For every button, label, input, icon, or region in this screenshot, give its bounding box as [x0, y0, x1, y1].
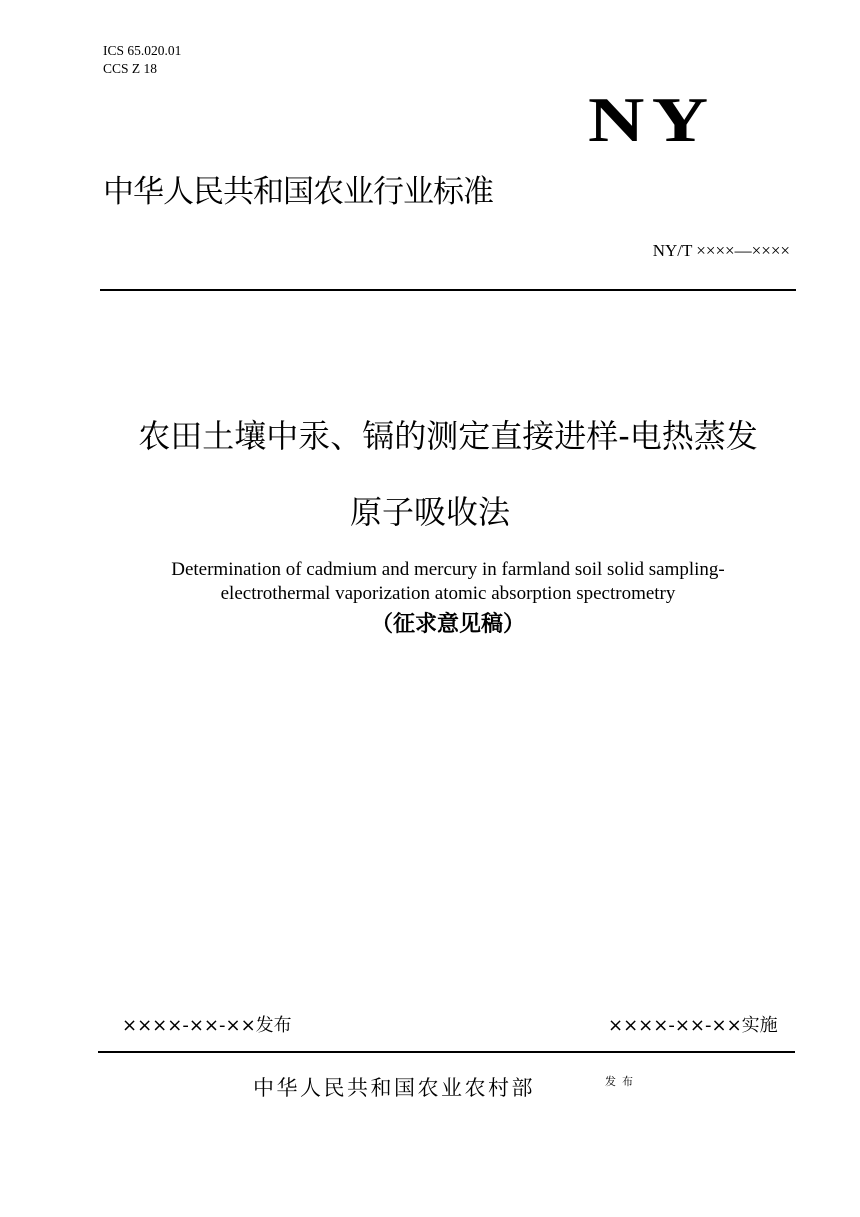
top-divider — [100, 289, 796, 291]
draft-label: （征求意见稿） — [370, 612, 525, 637]
issue-date: ××××-××-××发布 — [122, 1015, 292, 1036]
bottom-divider — [98, 1051, 795, 1053]
english-title-line-2: electrothermal vaporization atomic absorption spectrometry — [220, 583, 676, 604]
standard-type-title: 中华人民共和国农业行业标准 — [103, 174, 493, 210]
ccs-code: CCS Z 18 — [103, 61, 158, 76]
issuing-authority: 中华人民共和国农业农村部 — [253, 1076, 535, 1100]
implementation-date: ××××-××-××实施 — [608, 1015, 778, 1036]
ny-logo: NY — [588, 84, 716, 155]
chinese-title-line-1: 农田土壤中汞、镉的测定直接进样-电热蒸发 — [138, 417, 758, 455]
chinese-title-line-2: 原子吸收法 — [349, 493, 510, 531]
ics-code: ICS 65.020.01 — [103, 43, 182, 58]
standard-number: NY/T ××××—×××× — [652, 241, 790, 260]
english-title-line-1: Determination of cadmium and mercury in farmland soil solid sampling- — [171, 559, 725, 580]
issuer-suffix: 发布 — [605, 1075, 639, 1088]
